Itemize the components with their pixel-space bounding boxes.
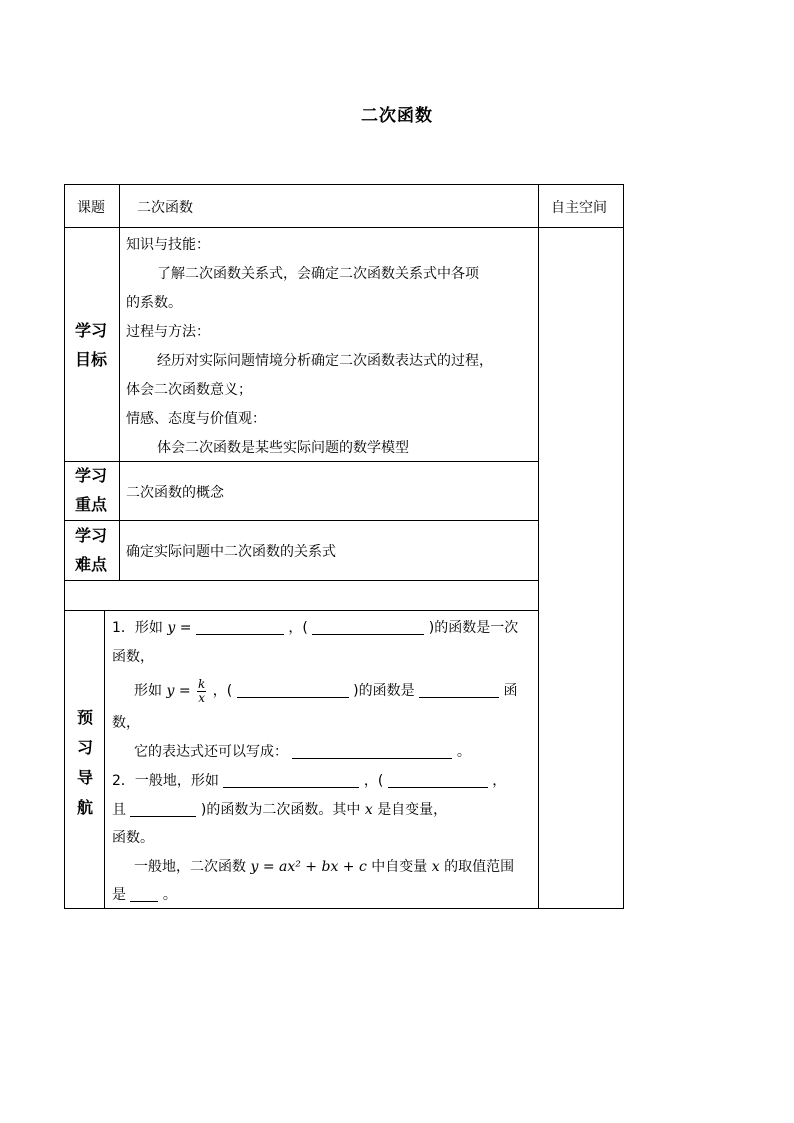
q2b-prefix: 且 xyxy=(112,802,126,818)
objective-line-5: 经历对实际问题情境分析确定二次函数表达式的过程， xyxy=(157,353,493,369)
q1-blank-2[interactable] xyxy=(312,620,424,635)
q2-line1 xyxy=(112,772,506,790)
q1b-end: 函 xyxy=(503,683,518,699)
preview-label-char-1: 预 xyxy=(76,708,93,727)
q1b-blank-2[interactable] xyxy=(419,683,499,698)
q2b-text: )的函数为二次函数。其中 xyxy=(200,802,361,818)
q1c-blank[interactable] xyxy=(292,744,452,759)
q1-prefix: 1．形如 xyxy=(112,620,163,636)
row-divider-objectives xyxy=(64,461,538,462)
objective-line-7: 情感、态度与价值观： xyxy=(126,411,266,427)
q2-prefix: 2．一般地，形如 xyxy=(112,773,219,789)
q1-blank-1[interactable] xyxy=(196,620,284,635)
q2d-mid: 中自变量 xyxy=(371,859,428,875)
q1b-line2: 数， xyxy=(112,715,140,731)
q2-blank-2[interactable] xyxy=(388,773,488,788)
q2e-blank[interactable] xyxy=(130,887,158,902)
q1b-sep: ，( xyxy=(212,683,233,699)
q1b-close: )的函数是 xyxy=(353,683,415,699)
keypoint-text: 二次函数的概念 xyxy=(126,485,224,501)
q2-sep: ，( xyxy=(363,773,384,789)
q2-line3: 函数。 xyxy=(112,830,154,846)
preview-label-char-4: 航 xyxy=(76,798,93,817)
q1b-prefix: 形如 xyxy=(134,683,162,699)
table-border-left xyxy=(64,184,65,908)
q1-line2: 函数， xyxy=(112,649,154,665)
side-column-label: 自主空间 xyxy=(551,200,607,216)
objective-line-4: 过程与方法： xyxy=(126,324,210,340)
objective-line-3: 的系数。 xyxy=(126,295,182,311)
q1c-text: 它的表达式还可以写成： xyxy=(134,744,288,760)
q2b-var: x xyxy=(364,802,373,818)
row-divider-empty xyxy=(64,610,538,611)
q1b-frac-denominator: x xyxy=(198,690,206,705)
keypoint-label-line1: 学习 xyxy=(75,466,108,485)
q2e-prefix: 是 xyxy=(112,887,126,903)
table-border-bottom xyxy=(64,908,624,909)
q1c-line xyxy=(134,743,471,761)
objective-line-6: 体会二次函数意义； xyxy=(126,382,252,398)
preview-label-char-3: 导 xyxy=(76,768,93,787)
q1c-end: 。 xyxy=(456,744,471,760)
objective-line-1: 知识与技能： xyxy=(126,237,210,253)
row-divider-header xyxy=(64,227,624,228)
difficulty-label-line2: 难点 xyxy=(75,555,108,574)
q1b-frac-numerator: k xyxy=(198,676,206,691)
q1-close: )的函数是一次 xyxy=(428,620,519,636)
objective-line-2: 了解二次函数关系式，会确定二次函数关系式中各项 xyxy=(157,266,479,282)
objectives-label-line1: 学习 xyxy=(75,321,108,340)
q1-y-eq: y = xyxy=(167,620,192,636)
q2-comma: ， xyxy=(492,773,507,789)
q1b-y-eq: y = xyxy=(166,683,191,699)
q1-line1 xyxy=(112,619,518,637)
page-title: 二次函数 xyxy=(361,106,433,126)
row-divider-difficulty xyxy=(64,580,538,581)
q1b-fraction xyxy=(197,678,206,705)
q2d-prefix: 一般地，二次函数 xyxy=(134,859,246,875)
q2-blank-1[interactable] xyxy=(223,773,359,788)
side-column-divider xyxy=(538,184,539,908)
difficulty-label-line1: 学习 xyxy=(75,526,108,545)
q2b-end: 是自变量， xyxy=(377,802,448,818)
table-border-right xyxy=(623,184,624,908)
preview-label-char-2: 习 xyxy=(76,738,93,757)
q2-line4 xyxy=(134,858,514,876)
q2d-end: 的取值范围 xyxy=(444,859,515,875)
row-divider-keypoint xyxy=(64,520,538,521)
objectives-label-line2: 目标 xyxy=(75,350,108,369)
q2e-end: 。 xyxy=(162,887,177,903)
topic-value: 二次函数 xyxy=(137,200,193,216)
q2-line2 xyxy=(112,801,447,819)
q1-sep: ，( xyxy=(288,620,308,636)
table-border-top xyxy=(64,184,624,185)
q2-line5 xyxy=(112,886,177,904)
q1b-line1 xyxy=(134,674,517,708)
q2b-blank[interactable] xyxy=(130,802,196,817)
difficulty-text: 确定实际问题中二次函数的关系式 xyxy=(126,544,336,560)
objective-line-8: 体会二次函数是某些实际问题的数学模型 xyxy=(157,440,409,456)
q2d-var: x xyxy=(431,859,440,875)
label-column-divider-lower xyxy=(104,610,105,908)
q1b-blank-1[interactable] xyxy=(237,683,349,698)
keypoint-label-line2: 重点 xyxy=(75,495,108,514)
q2d-formula: y = ax² + bx + c xyxy=(250,859,367,875)
topic-label: 课题 xyxy=(77,200,105,216)
